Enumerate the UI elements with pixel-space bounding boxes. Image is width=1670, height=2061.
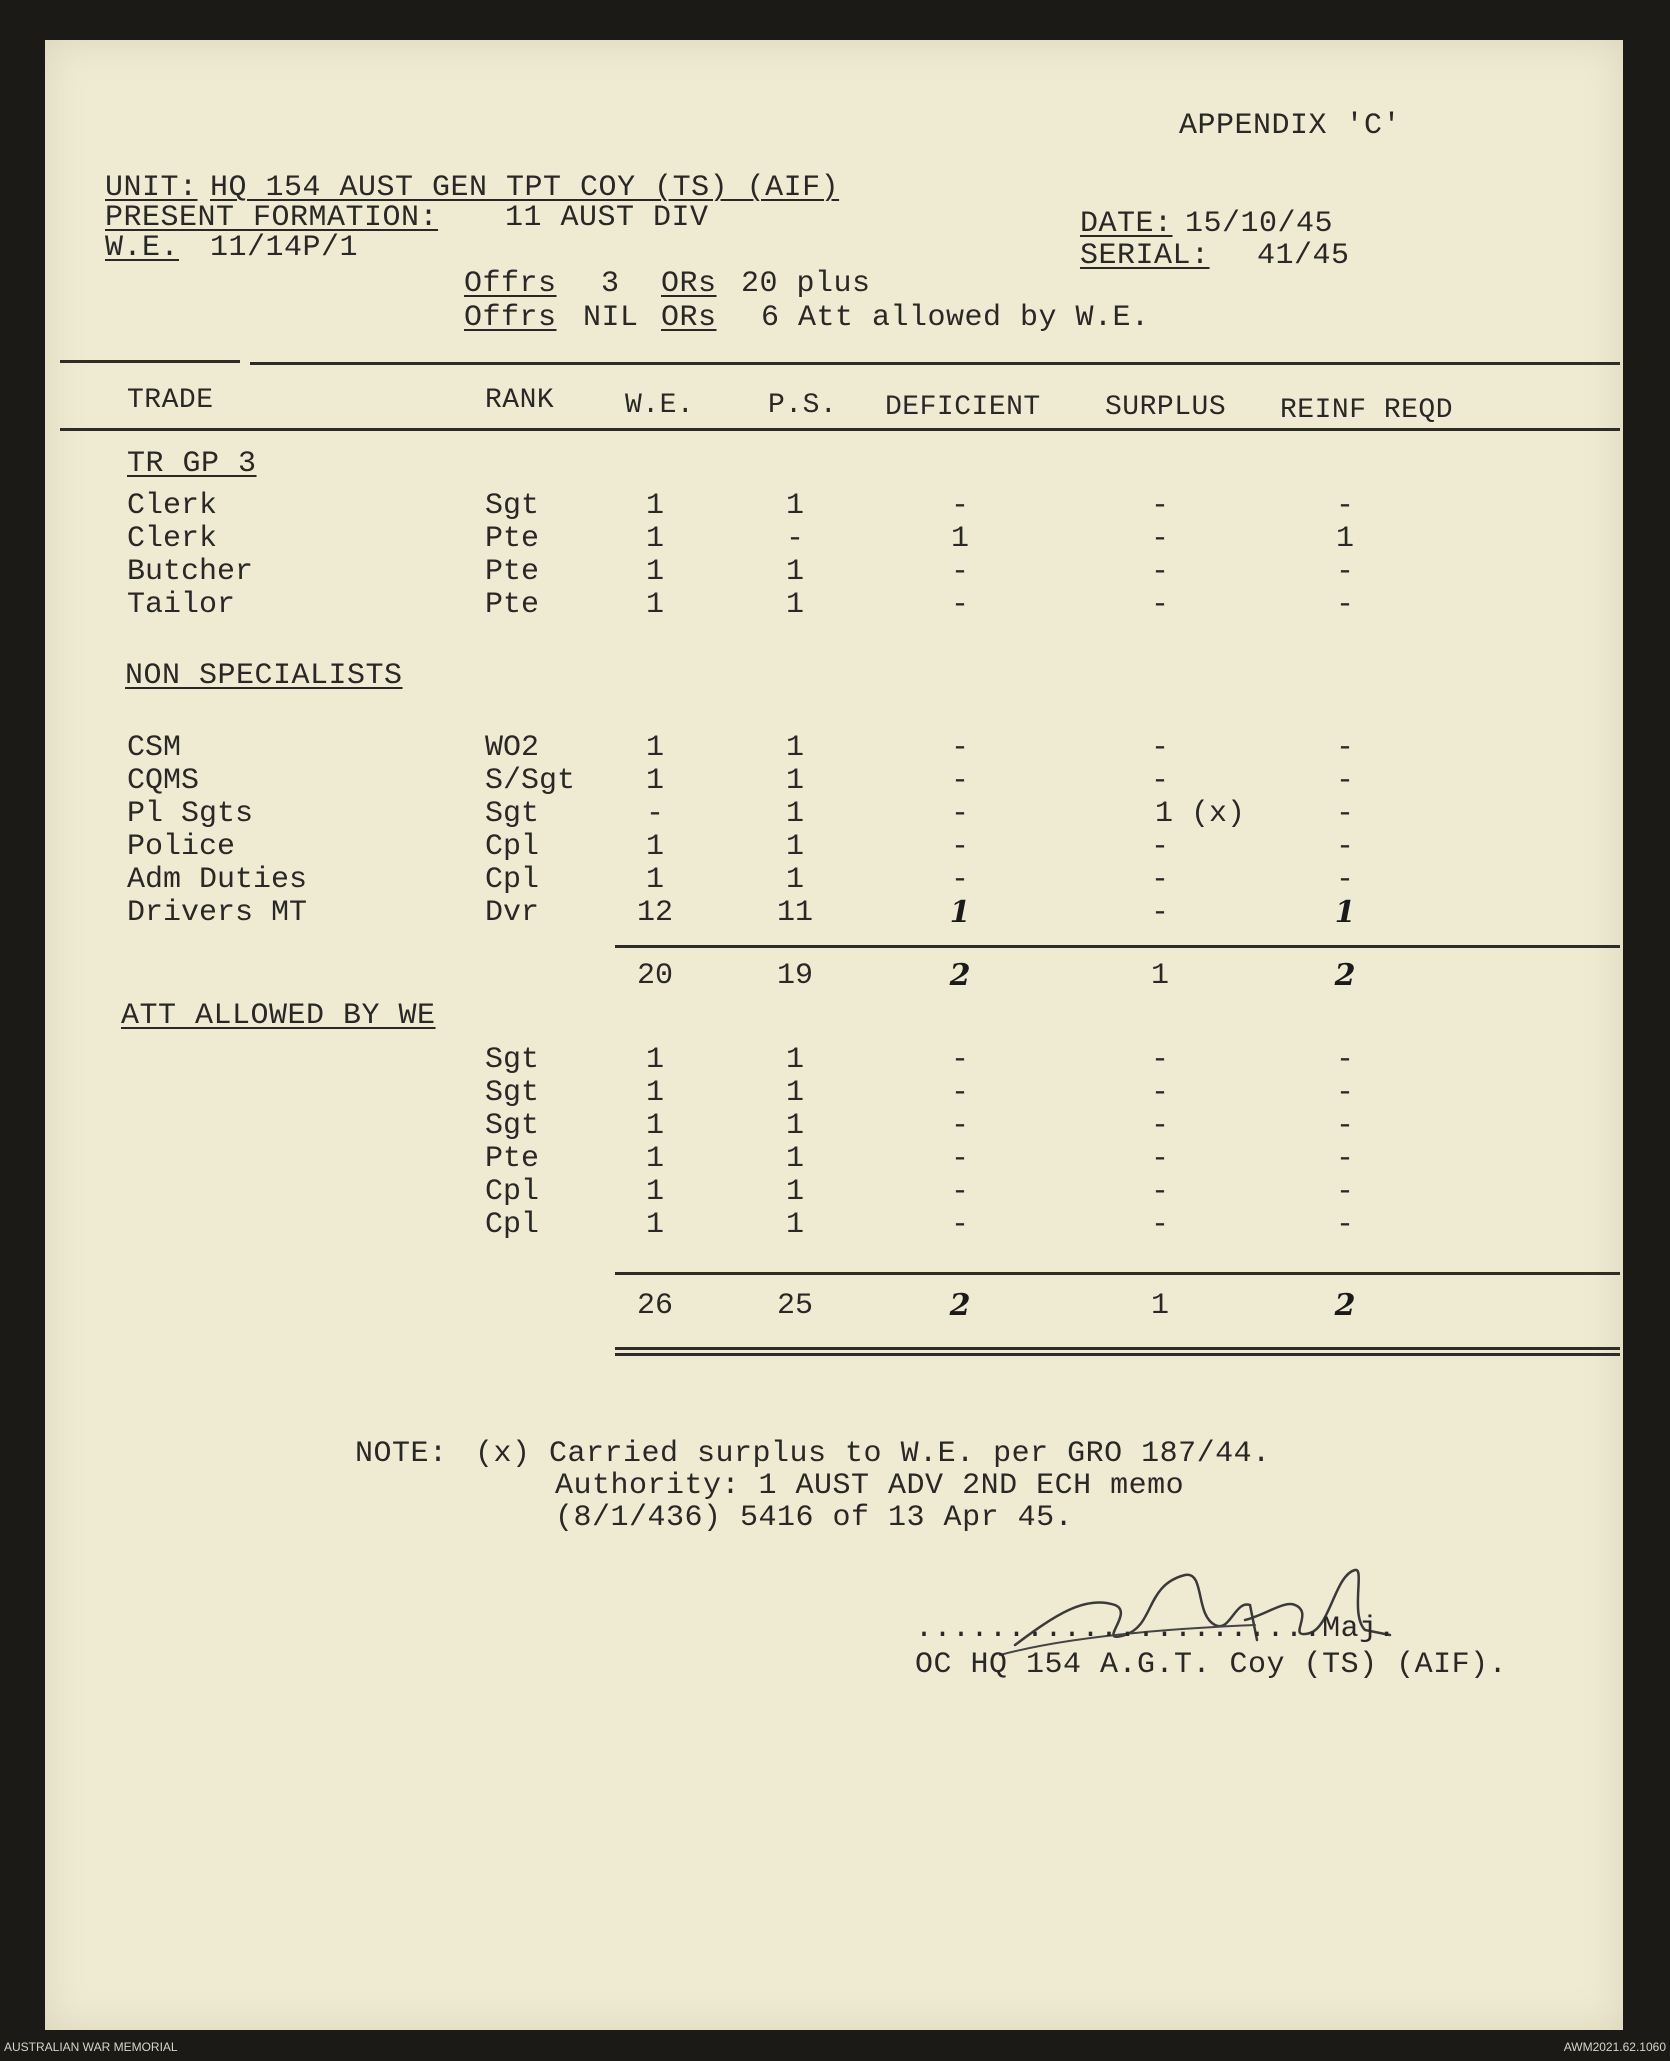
cell-trade: CQMS <box>127 764 200 798</box>
signature-title: OC HQ 154 A.G.T. Coy (TS) (AIF). <box>915 1648 1508 1682</box>
cell-surplus: - <box>1150 1208 1169 1242</box>
cell-rank: Pte <box>485 522 540 556</box>
cell-reinf: - <box>1335 1109 1354 1143</box>
cell-reinf: - <box>1335 764 1354 798</box>
cell-we: 1 <box>645 1043 664 1077</box>
cell-rank: Cpl <box>485 830 540 864</box>
cell-surplus: - <box>1150 764 1169 798</box>
cell-rank: Sgt <box>485 1109 540 1143</box>
cell-ps: 1 <box>785 555 804 589</box>
cell-trade: Clerk <box>127 489 218 523</box>
rule-top-left <box>60 360 240 363</box>
cell-rank: Cpl <box>485 1208 540 1242</box>
cell-rank: Cpl <box>485 863 540 897</box>
cell-reinf: - <box>1335 588 1354 622</box>
cell-trade: Butcher <box>127 555 254 589</box>
unit-label: UNIT: <box>105 171 198 205</box>
cell-surplus: - <box>1150 1076 1169 1110</box>
cell-we: - <box>645 797 664 831</box>
cell-ps: 1 <box>785 1043 804 1077</box>
col-rank: RANK <box>485 385 555 416</box>
cell-surplus: - <box>1150 1109 1169 1143</box>
cell-rank: Sgt <box>485 1043 540 1077</box>
cell-rank: S/Sgt <box>485 764 576 798</box>
footer-right: AWM2021.62.1060 <box>1563 2040 1666 2054</box>
note-line-3: (8/1/436) 5416 of 13 Apr 45. <box>555 1501 1074 1535</box>
cell-trade: Police <box>127 830 236 864</box>
cell-surplus: - <box>1150 896 1169 930</box>
cell-rank: Dvr <box>485 896 540 930</box>
serial-label: SERIAL: <box>1080 239 1210 273</box>
cell-deficient: - <box>950 863 969 897</box>
cell-ps: 1 <box>785 1109 804 1143</box>
cell-ps: 1 <box>785 863 804 897</box>
cell-surplus: - <box>1150 555 1169 589</box>
cell-we: 1 <box>645 1142 664 1176</box>
cell-rank: Pte <box>485 588 540 622</box>
footer-left: AUSTRALIAN WAR MEMORIAL <box>4 2040 178 2054</box>
cell-we: 1 <box>645 764 664 798</box>
cell-trade: Drivers MT <box>127 896 308 930</box>
cell-reinf: - <box>1335 489 1354 523</box>
cell-we: 1 <box>645 1109 664 1143</box>
cell-reinf: - <box>1335 1043 1354 1077</box>
we-label: W.E. <box>105 231 180 265</box>
formation-value: 11 AUST DIV <box>505 201 709 235</box>
strength1-ors-count: 20 plus <box>741 267 871 301</box>
cell-reinf: - <box>1335 1076 1354 1110</box>
cell-reinf: 2 <box>1334 1288 1356 1323</box>
cell-deficient: - <box>950 588 969 622</box>
cell-reinf: - <box>1335 1175 1354 1209</box>
strength1-ors: ORs <box>661 267 717 301</box>
rule-top <box>250 362 1620 365</box>
rule-subtotal <box>615 945 1620 948</box>
section-title-att-allowed: ATT ALLOWED BY WE <box>121 999 436 1033</box>
cell-we: 1 <box>645 522 664 556</box>
cell-we: 1 <box>645 1175 664 1209</box>
cell-rank: Pte <box>485 1142 540 1176</box>
cell-reinf: - <box>1335 797 1354 831</box>
col-reinf-reqd: REINF REQD <box>1280 395 1454 426</box>
cell-deficient: - <box>950 1175 969 1209</box>
cell-surplus: - <box>1150 1142 1169 1176</box>
cell-ps: 1 <box>785 489 804 523</box>
signature-line: ......................Maj. <box>915 1612 1397 1646</box>
date-value: 15/10/45 <box>1185 207 1334 241</box>
strength1-offrs: Offrs <box>464 267 557 301</box>
cell-ps: 1 <box>785 1142 804 1176</box>
cell-deficient: 1 <box>949 895 971 930</box>
cell-surplus: 1 <box>1150 959 1169 993</box>
cell-surplus: - <box>1150 731 1169 765</box>
strength2-offrs: Offrs <box>464 301 557 335</box>
formation-label: PRESENT FORMATION: <box>105 201 439 235</box>
we-value: 11/14P/1 <box>210 231 359 265</box>
col-surplus: SURPLUS <box>1105 392 1227 423</box>
cell-we: 1 <box>645 1208 664 1242</box>
cell-deficient: - <box>950 489 969 523</box>
appendix-label: APPENDIX 'C' <box>1179 109 1402 143</box>
cell-trade: Adm Duties <box>127 863 308 897</box>
section-title-non-specialists: NON SPECIALISTS <box>125 659 403 693</box>
cell-deficient: 2 <box>949 1288 971 1323</box>
document-page <box>45 40 1623 2030</box>
rule-double-2 <box>615 1353 1620 1356</box>
cell-rank: WO2 <box>485 731 540 765</box>
cell-rank: Sgt <box>485 797 540 831</box>
cell-reinf: - <box>1335 863 1354 897</box>
cell-surplus: - <box>1150 522 1169 556</box>
cell-surplus: - <box>1150 830 1169 864</box>
cell-deficient: - <box>950 1043 969 1077</box>
section-title-tr-gp-3: TR GP 3 <box>127 447 257 481</box>
cell-ps: 1 <box>785 797 804 831</box>
cell-we: 1 <box>645 863 664 897</box>
cell-deficient: - <box>950 1142 969 1176</box>
cell-rank: Cpl <box>485 1175 540 1209</box>
cell-deficient: - <box>950 797 969 831</box>
cell-deficient: - <box>950 1076 969 1110</box>
strength2-offrs-count: NIL <box>583 301 639 335</box>
cell-ps: 1 <box>785 1175 804 1209</box>
cell-reinf: 1 <box>1335 522 1354 556</box>
cell-trade: Clerk <box>127 522 218 556</box>
cell-we: 12 <box>636 896 673 930</box>
serial-value: 41/45 <box>1257 239 1350 273</box>
cell-deficient: - <box>950 830 969 864</box>
cell-reinf: - <box>1335 555 1354 589</box>
cell-deficient: - <box>950 1208 969 1242</box>
col-we: W.E. <box>625 390 695 421</box>
cell-reinf: 2 <box>1334 958 1356 993</box>
strength2-ors-count: 6 Att allowed by W.E. <box>761 301 1150 335</box>
cell-we: 20 <box>636 959 673 993</box>
cell-surplus: - <box>1150 1043 1169 1077</box>
cell-surplus: - <box>1150 489 1169 523</box>
cell-surplus: 1 <box>1150 1289 1169 1323</box>
cell-ps: 1 <box>785 1208 804 1242</box>
cell-deficient: - <box>950 731 969 765</box>
cell-surplus: - <box>1150 863 1169 897</box>
cell-reinf: - <box>1335 1142 1354 1176</box>
cell-reinf: - <box>1335 1208 1354 1242</box>
cell-we: 1 <box>645 830 664 864</box>
cell-ps: 1 <box>785 731 804 765</box>
cell-we: 26 <box>636 1289 673 1323</box>
col-deficient: DEFICIENT <box>885 392 1041 423</box>
cell-reinf: 1 <box>1334 895 1356 930</box>
cell-deficient: - <box>950 555 969 589</box>
strength2-ors: ORs <box>661 301 717 335</box>
cell-reinf: - <box>1335 830 1354 864</box>
cell-ps: 1 <box>785 764 804 798</box>
note-line-2: Authority: 1 AUST ADV 2ND ECH memo <box>555 1469 1185 1503</box>
cell-surplus: - <box>1150 1175 1169 1209</box>
strength1-offrs-count: 3 <box>601 267 620 301</box>
rule-double-1 <box>615 1347 1620 1350</box>
cell-surplus: 1 (x) <box>1155 797 1246 831</box>
cell-ps: 25 <box>776 1289 813 1323</box>
cell-ps: 1 <box>785 588 804 622</box>
cell-deficient: - <box>950 764 969 798</box>
cell-ps: - <box>785 522 804 556</box>
unit-value: HQ 154 AUST GEN TPT COY (TS) (AIF) <box>210 171 840 205</box>
cell-ps: 1 <box>785 830 804 864</box>
cell-we: 1 <box>645 731 664 765</box>
cell-we: 1 <box>645 588 664 622</box>
cell-surplus: - <box>1150 588 1169 622</box>
cell-trade: Pl Sgts <box>127 797 254 831</box>
cell-reinf: - <box>1335 731 1354 765</box>
note-line-1: (x) Carried surplus to W.E. per GRO 187/44. <box>475 1437 1271 1471</box>
cell-we: 1 <box>645 489 664 523</box>
signature <box>995 1545 1415 1665</box>
cell-deficient: - <box>950 1109 969 1143</box>
rule-total <box>615 1272 1620 1275</box>
cell-trade: Tailor <box>127 588 236 622</box>
cell-ps: 11 <box>776 896 813 930</box>
rule-header-bottom <box>60 428 1620 431</box>
date-label: DATE: <box>1080 207 1173 241</box>
note-label: NOTE: <box>355 1437 448 1471</box>
cell-deficient: 1 <box>950 522 969 556</box>
col-ps: P.S. <box>768 390 838 421</box>
col-trade: TRADE <box>127 385 214 416</box>
cell-ps: 19 <box>776 959 813 993</box>
cell-trade: CSM <box>127 731 182 765</box>
cell-we: 1 <box>645 1076 664 1110</box>
cell-rank: Sgt <box>485 489 540 523</box>
cell-deficient: 2 <box>949 958 971 993</box>
cell-rank: Pte <box>485 555 540 589</box>
cell-ps: 1 <box>785 1076 804 1110</box>
cell-we: 1 <box>645 555 664 589</box>
cell-rank: Sgt <box>485 1076 540 1110</box>
